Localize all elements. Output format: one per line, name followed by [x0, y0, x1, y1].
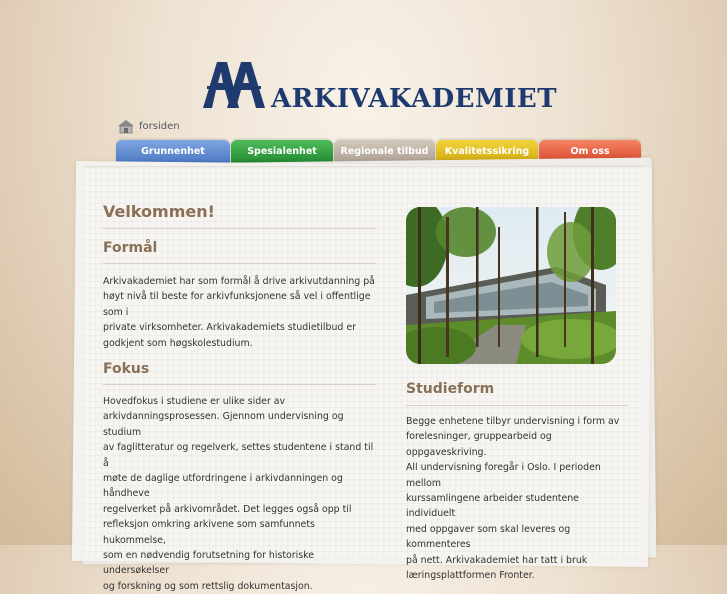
text-line: Begge enhetene tilbyr undervisning i form av — [406, 416, 620, 427]
text-line: som en nødvendig forutsetning for historiske undersøkelser — [103, 550, 314, 577]
tab-regionale-tilbud[interactable]: Regionale tilbud — [334, 140, 435, 163]
text-line: regelverket på arkivområdet. Det legges også opp til — [103, 503, 352, 515]
section-divider — [103, 263, 376, 264]
text-line: av faglitteratur og regelverk, settes studentene i stand til å — [103, 442, 374, 469]
text-line: forelesninger, gruppearbeid og oppgaveskriving. — [406, 431, 552, 458]
text-line: møte de daglige utfordringene i arkivdanningen og håndheve — [103, 473, 343, 500]
home-link[interactable] — [117, 119, 180, 134]
section-divider — [103, 384, 376, 385]
fokus-text — [103, 394, 376, 594]
text-line: Arkivakademiet har som formål å drive arkivutdanning på — [103, 276, 375, 287]
house-icon — [117, 119, 135, 134]
title-divider — [103, 228, 376, 229]
page-title: Velkommen! — [103, 202, 215, 221]
text-line: arkivdanningsprosessen. Gjennom undervisning og studium — [103, 411, 344, 438]
text-line: høyt nivå til beste for arkivfunksjonene så vel i offentlige som i — [103, 291, 371, 318]
text-line: kurssamlingene arbeider studentene individuelt — [406, 493, 579, 520]
text-line: refleksjon omkring arkivene som samfunnets hukommelse, — [103, 519, 315, 546]
home-label: forsiden — [139, 121, 180, 132]
text-line: godkjent som høgskolestudium. — [103, 337, 253, 349]
brand-name: ARKIVAKADEMIET — [271, 84, 558, 114]
tab-spesialenhet[interactable]: Spesialenhet — [231, 140, 333, 163]
tab-kvalitetssikring[interactable]: Kvalitetssikring — [436, 140, 538, 163]
aa-monogram-icon — [203, 62, 267, 110]
campus-photo-illustration — [406, 207, 616, 364]
text-line: private virksomheter. Arkivakademiets studietilbud er — [103, 322, 356, 334]
section-heading-fokus: Fokus — [103, 361, 150, 377]
tab-grunnenhet[interactable]: Grunnenhet — [116, 140, 230, 163]
content-panel — [83, 166, 643, 592]
section-heading-studieform: Studieform — [406, 381, 495, 397]
studieform-text — [406, 414, 628, 583]
text-line: og forskning og som rettslig dokumentasjon. — [103, 580, 313, 592]
text-line: Hovedfokus i studiene er ulike sider av — [103, 396, 286, 407]
tab-om-oss[interactable]: Om oss — [539, 140, 641, 163]
campus-building-photo — [406, 207, 616, 364]
text-line: på nett. Arkivakademiet har tatt i bruk — [406, 554, 588, 566]
section-divider — [406, 405, 628, 406]
formaal-text — [103, 274, 376, 351]
section-heading-formaal: Formål — [103, 240, 158, 256]
text-line: All undervisning foregår i Oslo. I perioden mellom — [406, 462, 601, 489]
text-line: læringsplattformen Fronter. — [406, 570, 535, 582]
text-line: med oppgaver som skal leveres og kommenteres — [406, 523, 571, 551]
